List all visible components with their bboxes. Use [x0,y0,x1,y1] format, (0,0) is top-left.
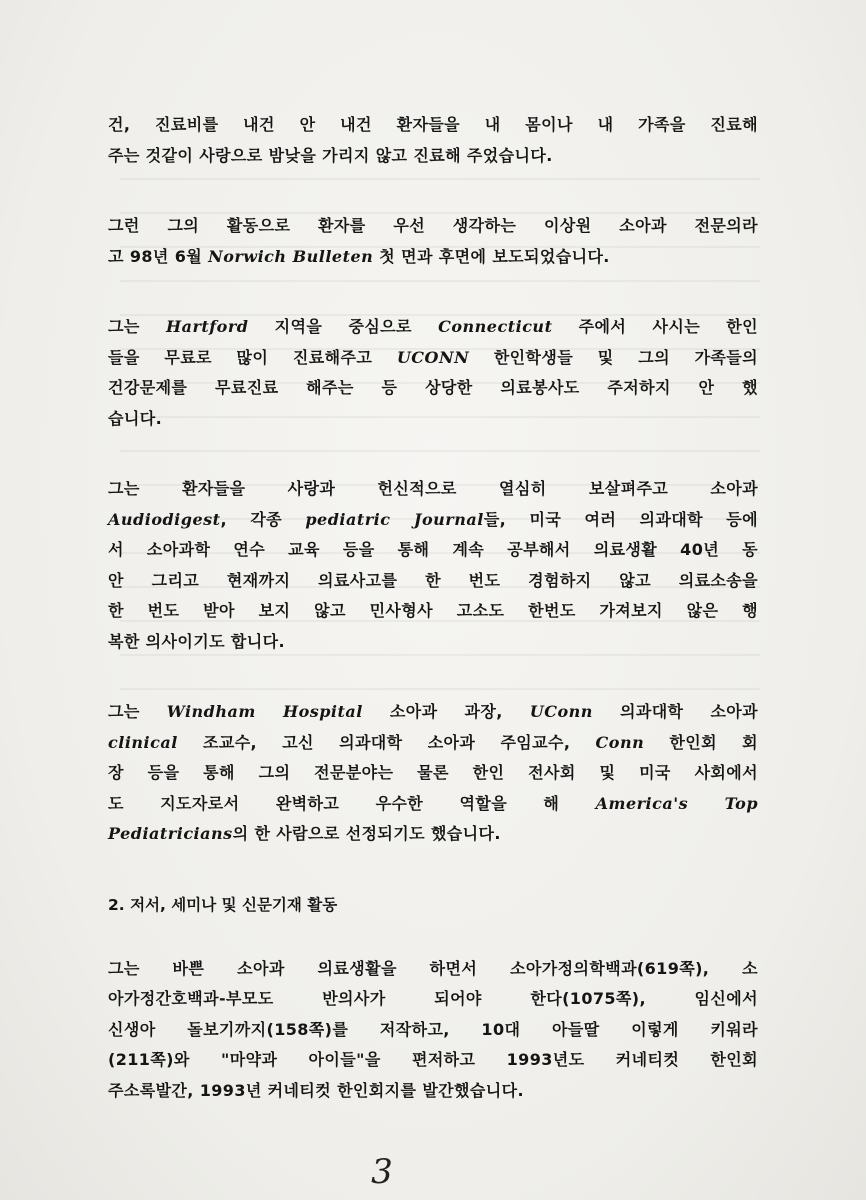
text-line: 주소록발간, 1993년 커네티컷 한인회지를 발간했습니다. [108,1080,524,1100]
text-line: 서 소아과학 연수 교육 등을 통해 계속 공부해서 의료생활 40년 동 [108,540,758,559]
text-line: 한 번도 받아 보지 않고 민사형사 고소도 한번도 가져보지 않은 행 [108,601,758,620]
text-line: 도 지도자로서 완벽하고 우수한 역할을 해 America's Top [108,793,759,813]
english-term: pediatric Journal [305,509,484,529]
english-term: Windham Hospital [166,702,363,721]
page-number: 3 [371,1152,393,1192]
text-line: 그는 Hartford 지역을 중심으로 Connecticut 주에서 사시는 한인 [108,317,758,336]
text-line: 그런 그의 활동으로 환자를 우선 생각하는 이상원 소아과 전문의라 [108,216,758,235]
english-term: UCONN [396,347,470,367]
text-line: 안 그리고 현재까지 의료사고를 한 번도 경험하지 않고 의료소송을 [108,570,758,590]
text-line: 고 98년 6월 Norwich Bulleten 첫 면과 후면에 보도되었습니다. [108,246,610,266]
text-line: 아가정간호백과-부모도 반의사가 되어야 한다(1075쪽), 임신에서 [108,989,758,1008]
text-line: 신생아 돌보기까지(158쪽)를 저작하고, 10대 아들딸 이렇게 키워라 [108,1019,758,1039]
text-line: 습니다. [108,408,163,428]
english-term: Audiodigest [108,509,221,529]
paragraph-publications [108,954,758,1107]
text-line: 복한 의사이기도 합니다. [108,631,285,651]
english-term: Hartford [165,317,249,336]
text-line: Pediatricians의 한 사람으로 선정되기도 했습니다. [108,824,501,843]
document-body [108,110,758,1146]
paragraph-newspaper-report [108,211,758,272]
text-line: 그는 환자들을 사랑과 헌신적으로 열심히 보살펴주고 소아과 [108,479,758,498]
english-term: clinical [108,732,178,752]
english-term: Connecticut [438,317,553,336]
text-line: 주는 것같이 사랑으로 밤낮을 가리지 않고 진료해 주었습니다. [108,145,553,165]
paragraph-positions [108,697,758,850]
text-line: 들을 무료로 많이 진료해주고 UCONN 한인학생들 및 그의 가족들의 [108,347,758,367]
text-line: 건, 진료비를 내건 안 내건 환자들을 내 몸이나 내 가족을 진료해 [108,115,758,134]
english-term: America's Top [595,793,759,813]
english-term: Norwich Bulleten [208,246,374,266]
english-term: Conn [595,732,645,752]
text-line: 그는 바쁜 소아과 의료생활을 하면서 소아가정의학백과(619쪽), 소 [108,958,758,978]
text-line: (211쪽)와 "마약과 아이들"을 편저하고 1993년도 커네티컷 한인회 [108,1050,758,1069]
paragraph-treatment-love [108,110,758,171]
paragraph-continuing-education [108,474,758,657]
text-line: 건강문제를 무료진료 해주는 등 상당한 의료봉사도 주저하지 안 했 [108,378,758,397]
text-line: clinical 조교수, 고신 의과대학 소아과 주임교수, Conn 한인회 회 [108,732,758,752]
english-term: Pediatricians [108,824,233,843]
english-term: UConn [529,702,593,721]
paragraph-free-care [108,312,758,434]
text-line: 장 등을 통해 그의 전문분야는 물론 한인 전사회 및 미국 사회에서 [108,763,758,782]
text-line: Audiodigest, 각종 pediatric Journal들, 미국 여러 의과대학 등에 [108,509,758,529]
text-line: 그는 Windham Hospital 소아과 과장, UConn 의과대학 소아과 [108,702,759,721]
section-heading: 2. 저서, 세미나 및 신문기재 활동 [108,895,338,914]
